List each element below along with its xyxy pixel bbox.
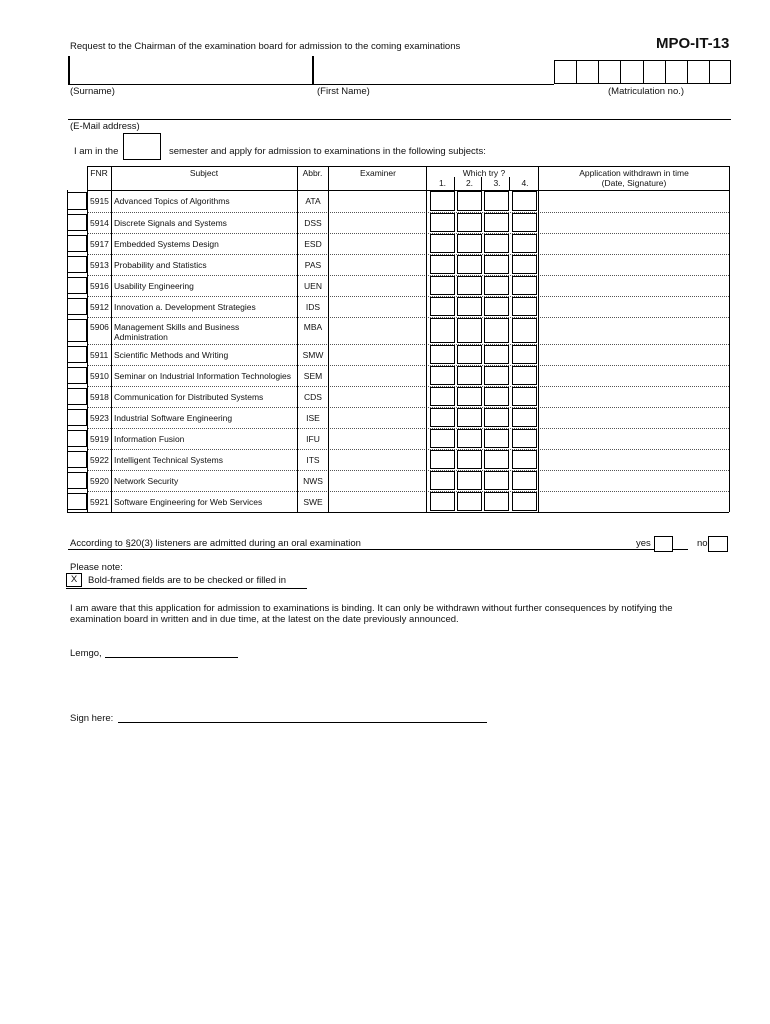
column-divider	[328, 166, 329, 512]
try-4-checkbox[interactable]	[512, 366, 537, 385]
subject-cell: Scientific Methods and Writing	[114, 350, 229, 360]
row-separator	[87, 344, 729, 345]
header-try-2: 2.	[465, 178, 474, 188]
no-label: no	[697, 538, 708, 549]
subject-cell: Usability Engineering	[114, 281, 194, 291]
subject-cell: Industrial Software Engineering	[114, 413, 233, 423]
abbr-cell: DSS	[304, 218, 322, 228]
row-separator	[87, 296, 729, 297]
subject-select-checkbox[interactable]	[67, 192, 87, 210]
try-3-checkbox[interactable]	[484, 387, 509, 406]
yes-checkbox[interactable]	[654, 536, 673, 552]
examiner-input[interactable]	[330, 255, 426, 274]
no-checkbox[interactable]	[708, 536, 728, 552]
binding-line-2: examination board in written and in due time, at the latest on the date previously announced.	[70, 614, 459, 625]
try-2-checkbox[interactable]	[457, 234, 482, 253]
subject-select-checkbox[interactable]	[67, 256, 87, 273]
matriculation-digit-divider	[643, 60, 644, 84]
subject-select-checkbox[interactable]	[67, 319, 87, 342]
try-2-checkbox[interactable]	[457, 255, 482, 274]
subject-cell: Network Security	[114, 476, 179, 486]
withdrawn-input[interactable]	[541, 450, 727, 469]
fnr-cell: 5918	[90, 392, 109, 402]
try-2-checkbox[interactable]	[457, 408, 482, 427]
table-row	[67, 470, 729, 491]
try-4-checkbox[interactable]	[512, 318, 537, 343]
email-input[interactable]	[70, 101, 730, 118]
subject-cell: Embedded Systems Design	[114, 239, 219, 249]
subject-cell: Intelligent Technical Systems	[114, 455, 223, 465]
withdrawn-input[interactable]	[541, 234, 727, 253]
try-3-checkbox[interactable]	[484, 366, 509, 385]
row-separator	[87, 317, 729, 318]
subject-cell: Information Fusion	[114, 434, 185, 444]
abbr-cell: CDS	[304, 392, 322, 402]
table-row	[67, 212, 729, 233]
try-3-checkbox[interactable]	[484, 191, 509, 211]
withdrawn-input[interactable]	[541, 213, 727, 232]
matriculation-label: (Matriculation no.)	[608, 86, 685, 97]
try-1-checkbox[interactable]	[430, 345, 455, 364]
fnr-cell: 5911	[90, 350, 109, 360]
subject-cell: Discrete Signals and Systems	[114, 218, 227, 228]
try-4-checkbox[interactable]	[512, 345, 537, 364]
fnr-cell: 5923	[90, 413, 109, 423]
column-divider	[87, 166, 88, 512]
abbr-cell: SMW	[302, 350, 324, 360]
withdrawn-input[interactable]	[541, 429, 727, 448]
abbr-cell: SEM	[303, 371, 323, 381]
matriculation-digit-divider	[598, 60, 599, 84]
header-subject: Subject	[189, 168, 219, 178]
abbr-cell: UEN	[304, 281, 322, 291]
row-separator	[87, 449, 729, 450]
row-separator	[87, 254, 729, 255]
row-separator	[87, 233, 729, 234]
try-4-checkbox[interactable]	[512, 492, 537, 511]
fnr-cell: 5913	[90, 260, 109, 270]
note-title: Please note:	[70, 562, 123, 573]
column-divider	[67, 190, 68, 512]
withdrawn-input[interactable]	[541, 408, 727, 427]
try-3-checkbox[interactable]	[484, 345, 509, 364]
try-4-checkbox[interactable]	[512, 276, 537, 295]
try-1-checkbox[interactable]	[430, 234, 455, 253]
column-divider	[426, 166, 427, 512]
matriculation-digit-divider	[576, 60, 577, 84]
matriculation-digit-divider	[665, 60, 666, 84]
fnr-cell: 5917	[90, 239, 109, 249]
column-divider	[111, 166, 112, 512]
examiner-input[interactable]	[330, 213, 426, 232]
withdrawn-input[interactable]	[541, 471, 727, 490]
fnr-cell: 5912	[90, 302, 109, 312]
column-divider	[729, 166, 730, 512]
abbr-cell: PAS	[304, 260, 322, 270]
note-text: Bold-framed fields are to be checked or filled in	[88, 575, 287, 586]
abbr-cell: ATA	[305, 196, 321, 206]
abbr-cell: ITS	[306, 455, 320, 465]
fnr-cell: 5914	[90, 218, 109, 228]
table-row	[67, 344, 729, 365]
table-header-border	[87, 190, 729, 191]
try-4-checkbox[interactable]	[512, 234, 537, 253]
surname-input[interactable]	[70, 57, 310, 83]
examiner-input[interactable]	[330, 234, 426, 253]
column-divider	[538, 166, 539, 512]
examiner-input[interactable]	[330, 387, 426, 406]
try-3-checkbox[interactable]	[484, 318, 509, 343]
try-2-checkbox[interactable]	[457, 213, 482, 232]
header-try-3: 3.	[493, 178, 501, 188]
subject-select-checkbox[interactable]	[67, 493, 87, 510]
row-separator	[87, 407, 729, 408]
try-1-checkbox[interactable]	[430, 408, 455, 427]
abbr-cell: ISE	[306, 413, 320, 423]
try-header-divider	[509, 177, 510, 190]
table-row	[67, 275, 729, 296]
withdrawn-input[interactable]	[541, 366, 727, 385]
matriculation-digit-divider	[620, 60, 621, 84]
try-2-checkbox[interactable]	[457, 471, 482, 490]
try-1-checkbox[interactable]	[430, 276, 455, 295]
examiner-input[interactable]	[330, 318, 426, 343]
try-2-checkbox[interactable]	[457, 450, 482, 469]
subject-select-checkbox[interactable]	[67, 298, 87, 315]
try-1-checkbox[interactable]	[430, 387, 455, 406]
subject-select-checkbox[interactable]	[67, 409, 87, 426]
try-1-checkbox[interactable]	[430, 297, 455, 316]
try-3-checkbox[interactable]	[484, 492, 509, 511]
withdrawn-input[interactable]	[541, 387, 727, 406]
fnr-cell: 5921	[90, 497, 109, 507]
subject-select-checkbox[interactable]	[67, 277, 87, 294]
try-4-checkbox[interactable]	[512, 408, 537, 427]
subject-cell: Probability and Statistics	[114, 260, 207, 270]
try-1-checkbox[interactable]	[430, 191, 455, 211]
header-examiner: Examiner	[360, 168, 396, 178]
withdrawn-input[interactable]	[541, 345, 727, 364]
table-header	[67, 166, 729, 190]
table-row	[67, 233, 729, 254]
table-row	[67, 254, 729, 275]
try-header-divider	[454, 177, 455, 190]
signature-input[interactable]	[118, 722, 487, 723]
row-separator	[87, 212, 729, 213]
row-separator	[87, 428, 729, 429]
examiner-input[interactable]	[330, 450, 426, 469]
matriculation-digit-divider	[709, 60, 710, 84]
examiner-input[interactable]	[330, 366, 426, 385]
table-row	[67, 317, 729, 344]
table-row	[67, 190, 729, 212]
semester-suffix: semester and apply for admission to examinations in the following subjects:	[169, 146, 486, 157]
try-4-checkbox[interactable]	[512, 387, 537, 406]
listeners-underline	[68, 549, 688, 550]
try-2-checkbox[interactable]	[457, 366, 482, 385]
subject-select-checkbox[interactable]	[67, 451, 87, 468]
subject-cell: Software Engineering for Web Services	[114, 497, 263, 507]
try-2-checkbox[interactable]	[457, 276, 482, 295]
try-1-checkbox[interactable]	[430, 492, 455, 511]
header-try-4: 4.	[521, 178, 529, 188]
row-separator	[87, 275, 729, 276]
row-separator	[87, 365, 729, 366]
fnr-cell: 5919	[90, 434, 109, 444]
examiner-input[interactable]	[330, 345, 426, 364]
try-1-checkbox[interactable]	[430, 255, 455, 274]
semester-prefix: I am in the	[74, 146, 119, 157]
request-title: Request to the Chairman of the examination board for admission to the coming examinations	[70, 41, 461, 52]
try-2-checkbox[interactable]	[457, 429, 482, 448]
withdrawn-input[interactable]	[541, 191, 727, 211]
subject-cell: Management Skills and Business	[114, 322, 240, 332]
try-1-checkbox[interactable]	[430, 318, 455, 343]
try-3-checkbox[interactable]	[484, 429, 509, 448]
examiner-input[interactable]	[330, 492, 426, 511]
try-3-checkbox[interactable]	[484, 255, 509, 274]
form-code: MPO-IT-13	[656, 35, 730, 52]
table-row	[67, 386, 729, 407]
try-4-checkbox[interactable]	[512, 255, 537, 274]
abbr-cell: IDS	[305, 302, 321, 312]
binding-line-1: I am aware that this application for admission to examinations is binding. It can only be withdrawn without further consequences by notifying the	[70, 603, 673, 614]
subject-cell: Communication for Distributed Systems	[114, 392, 264, 402]
examiner-input[interactable]	[330, 191, 426, 211]
row-separator	[87, 470, 729, 471]
try-3-checkbox[interactable]	[484, 234, 509, 253]
try-3-checkbox[interactable]	[484, 213, 509, 232]
email-label: (E-Mail address)	[70, 121, 140, 132]
fnr-cell: 5922	[90, 455, 109, 465]
abbr-cell: IFU	[306, 434, 320, 444]
try-2-checkbox[interactable]	[457, 297, 482, 316]
subject-cell: Advanced Topics of Algorithms	[114, 196, 230, 206]
abbr-cell: SWE	[303, 497, 323, 507]
try-3-checkbox[interactable]	[484, 276, 509, 295]
header-try-1: 1.	[438, 178, 447, 188]
try-3-checkbox[interactable]	[484, 450, 509, 469]
column-divider	[297, 166, 298, 512]
table-row	[67, 491, 729, 512]
header-which-try: Which try ?	[462, 168, 506, 178]
try-2-checkbox[interactable]	[457, 345, 482, 364]
subject-select-checkbox[interactable]	[67, 472, 87, 489]
subject-select-checkbox[interactable]	[67, 430, 87, 447]
withdrawn-input[interactable]	[541, 297, 727, 316]
table-row	[67, 365, 729, 386]
subject-select-checkbox[interactable]	[67, 388, 87, 405]
subject-select-checkbox[interactable]	[67, 214, 87, 231]
firstname-label: (First Name)	[317, 86, 370, 97]
examiner-input[interactable]	[330, 297, 426, 316]
try-2-checkbox[interactable]	[457, 318, 482, 343]
subject-cell: Seminar on Industrial Information Technologies	[114, 371, 292, 381]
table-row	[67, 407, 729, 428]
try-3-checkbox[interactable]	[484, 471, 509, 490]
try-4-checkbox[interactable]	[512, 213, 537, 232]
try-4-checkbox[interactable]	[512, 471, 537, 490]
try-header-divider	[481, 177, 482, 190]
place-label: Lemgo,	[70, 648, 102, 659]
name-fields-underline	[68, 84, 554, 85]
fnr-cell: 5915	[90, 196, 109, 206]
note-underline	[66, 588, 307, 589]
matriculation-digit-divider	[687, 60, 688, 84]
try-4-checkbox[interactable]	[512, 429, 537, 448]
examiner-input[interactable]	[330, 471, 426, 490]
subject-cell-continued: Administration	[114, 332, 168, 342]
table-top-border	[87, 166, 729, 167]
try-1-checkbox[interactable]	[430, 471, 455, 490]
try-1-checkbox[interactable]	[430, 213, 455, 232]
fnr-cell: 5920	[90, 476, 109, 486]
try-1-checkbox[interactable]	[430, 429, 455, 448]
table-bottom-border	[67, 512, 729, 513]
listeners-text: According to §20(3) listeners are admitted during an oral examination	[70, 538, 361, 549]
fnr-cell: 5910	[90, 371, 109, 381]
try-2-checkbox[interactable]	[457, 492, 482, 511]
try-1-checkbox[interactable]	[430, 366, 455, 385]
header-withdrawn: Application withdrawn in time	[579, 168, 689, 178]
try-3-checkbox[interactable]	[484, 408, 509, 427]
try-3-checkbox[interactable]	[484, 297, 509, 316]
surname-label: (Surname)	[70, 86, 115, 97]
email-underline	[68, 119, 731, 120]
try-2-checkbox[interactable]	[457, 387, 482, 406]
abbr-cell: NWS	[303, 476, 323, 486]
firstname-input[interactable]	[314, 57, 552, 83]
try-4-checkbox[interactable]	[512, 297, 537, 316]
examiner-input[interactable]	[330, 429, 426, 448]
abbr-cell: ESD	[304, 239, 322, 249]
withdrawn-input[interactable]	[541, 318, 727, 343]
table-row	[67, 296, 729, 317]
try-4-checkbox[interactable]	[512, 450, 537, 469]
try-1-checkbox[interactable]	[430, 450, 455, 469]
table-row	[67, 428, 729, 449]
table-row	[67, 449, 729, 470]
sign-label: Sign here:	[70, 713, 114, 724]
abbr-cell: MBA	[303, 322, 323, 332]
withdrawn-input[interactable]	[541, 255, 727, 274]
fnr-cell: 5916	[90, 281, 109, 291]
try-4-checkbox[interactable]	[512, 191, 537, 211]
subject-select-checkbox[interactable]	[67, 367, 87, 384]
note-example-mark: X	[66, 573, 82, 587]
withdrawn-input[interactable]	[541, 276, 727, 295]
subject-select-checkbox[interactable]	[67, 346, 87, 363]
try-2-checkbox[interactable]	[457, 191, 482, 211]
fnr-cell: 5906	[90, 322, 109, 332]
yes-label: yes	[636, 538, 651, 549]
withdrawn-input[interactable]	[541, 492, 727, 511]
subject-cell: Innovation a. Development Strategies	[114, 302, 256, 312]
semester-input[interactable]	[123, 133, 161, 160]
examiner-input[interactable]	[330, 408, 426, 427]
examiner-input[interactable]	[330, 276, 426, 295]
subject-select-checkbox[interactable]	[67, 235, 87, 252]
row-separator	[87, 386, 729, 387]
place-input[interactable]	[105, 657, 238, 658]
header-fnr: FNR	[90, 168, 108, 178]
header-withdrawn-sub: (Date, Signature)	[601, 178, 667, 188]
header-abbr: Abbr.	[302, 168, 323, 178]
row-separator	[87, 491, 729, 492]
